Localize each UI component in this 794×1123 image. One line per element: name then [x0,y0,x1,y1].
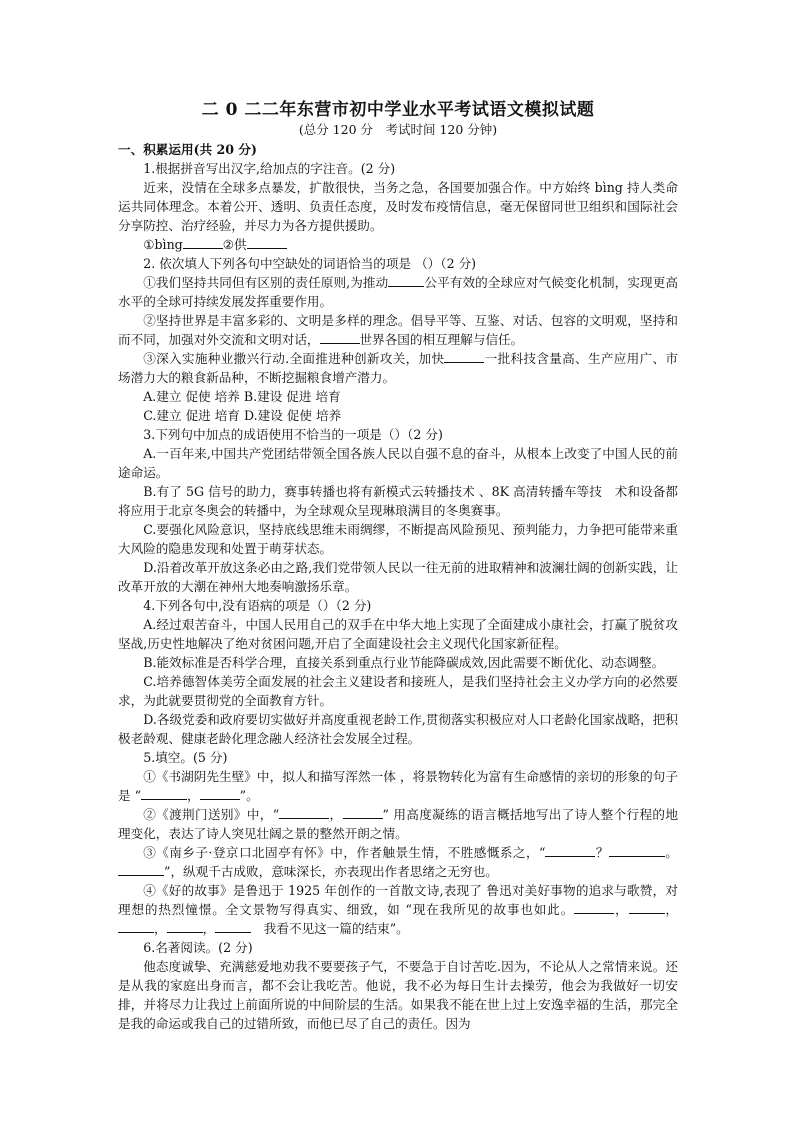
q2-s3-blank[interactable] [444,349,484,363]
q2-s2-end: 世界各国的相互理解与信任。 [359,332,524,347]
q4-option-a: A.经过艰苦奋斗，中国人民用自己的双手在中华大地上实现了全面建成小康社会，打赢了脱贫攻坚战,历史性地解决了绝对贫困问题,开启了全面建设社会主义现代化国家新征程。 [118,617,678,651]
q5-l4-comma-1: ， [614,902,629,917]
q4-option-b: B.能效标准是否科学合理，直接关系到重点行业节能降碳成效,因此需要不断优化、动态调整。 [143,655,665,670]
q5-line-2 [118,805,678,843]
q5-l1-end: ”。 [239,788,259,803]
q5-l3-blank-2[interactable] [609,843,665,857]
q5-l4-blank-3[interactable] [118,919,154,933]
q4-option-c: C.培养德智体美劳全面发展的社会主义建设者和接班人，是我们坚持社会主义办学方向的必然要求，为此就要贯彻党的全面教育方针。 [118,674,678,708]
q5-l2-blank-2[interactable] [343,805,383,819]
q2-s1-start: ①我们坚持共同但有区别的责任原则,为推动 [143,275,389,290]
section-heading: 一、积累运用(共 20 分) [118,142,257,157]
q5-line-1 [118,767,678,805]
q2-s2-blank[interactable] [320,330,360,344]
q1-bing-label: ①bìng [143,237,183,252]
q1-gong-blank[interactable] [247,235,287,249]
q1-answer-line [118,235,678,254]
q2-s3-end: 一批科技含量高、生产应用广、市场潜力大的粮食新品种，不断挖掘粮食增产潜力。 [118,351,679,385]
q2-options-cd: C.建立 促进 培育 D.建设 促使 培养 [143,408,342,423]
q5-l3-text: ③《南乡子·登京口北固亭有怀》中，作者触景生情，不胜感慨系之，“ [143,845,546,860]
q5-l1-blank-2[interactable] [200,786,240,800]
q5-l3-blank-1[interactable] [545,843,595,857]
page-subtitle: (总分 120 分 考试时间 120 分钟) [298,122,498,137]
page-title: 二 0 二二年东营市初中学业水平考试语文模拟试题 [201,100,595,120]
q3-option-b: B.有了 5G 信号的助力，赛事转播也将有新模式云转播技术 、8K 高清转播车等技 术和设备都将应用于北京冬奥会的转播中，为全球观众呈现琳琅满目的冬奥赛事。 [118,484,678,518]
q5-l3-question: ？ [595,845,609,860]
q3-option-d: D.沿着改革开放这条必由之路,我们党带领人民以一往无前的进取精神和波澜壮阔的创新实践，让改革开放的大潮在神州大地奏响激扬乐章。 [118,560,678,594]
q5-line-3 [118,843,678,881]
q2-sentence-3 [118,349,678,387]
q5-l4-comma-2: ， [664,902,679,917]
q4-option-d: D.各级党委和政府要切实做好并高度重视老龄工作,贯彻落实积极应对人口老龄化国家战略，把积极老龄观、健康老龄化理念融人经济社会发展全过程。 [118,712,678,746]
q5-l4-comma-3: ， [154,921,167,936]
q5-l4-blank-1[interactable] [574,900,614,914]
q3-option-c: C.要强化风险意识，坚持底线思维未雨绸缪，不断提高风险预见、预判能力，力争把可能带来重大风险的隐患发现和处置于萌芽状态。 [118,522,678,556]
q5-l1-blank-1[interactable] [141,786,187,800]
q1-gong-label: ②供 [222,237,247,252]
q5-l3-end: ”，纵观千古成败，意味深长，亦表现出作者思绪之无穷也。 [164,864,498,879]
q3-stem: 3.下列句中加点的成语使用不恰当的一项是（）（2 分) [143,427,443,442]
q2-s3-start: ③深入实施种业撒兴行动.全面推进种创新攻关，加快 [143,351,445,366]
q5-stem: 5.填空。(5 分) [143,750,228,765]
q5-l4-blank-2[interactable] [629,900,665,914]
q1-passage: 近来，没情在全球多点暴发，扩散很快，当务之急，各国要加强合作。中方始终 bìng 持人类命运共同体理念。本着公开、透明、负责任态度，及时发布疫情信息，毫无保留同世卫组织和国际社会分享防控、治疗经验，并尽力为各方提供援助。 [118,180,678,233]
q2-s1-blank[interactable] [388,273,424,287]
q5-l3-blank-3[interactable] [118,862,164,876]
q2-options-ab: A.建立 促使 培养 B.建设 促进 培育 [143,389,341,404]
q5-l3-period: 。 [664,845,678,860]
q6-passage: 他态度诚挚、充满慈爱地劝我不要要孩子气，不要急于自讨苦吃.因为，不论从人之常情来说。还是从我的家庭出身而言，都不会让我吃苦。他说，我不必为每日生计去操劳，他会为我做好一切安排，并将尽力让我过上前面所说的中间阶层的生活。如果我不能在世上过上安逸幸福的生活，那完全是我的命运或我自己的过错所致，而他已尽了自己的责任。因为 [118,959,678,1031]
q1-stem: 1.根据拼音写出汉字,给加点的字注音。(2 分) [143,161,396,176]
q5-l1-text: ①《书湖阴先生壁》中，拟人和描写浑然一体 ，将景物转化为富有生命感情的亲切的形象的句子是 “ [118,769,678,803]
q2-sentence-1 [118,273,678,311]
q5-l4-blank-4[interactable] [167,919,203,933]
q5-l2-text: ②《渡荆门送别》中，“ [143,807,280,822]
q2-stem: 2. 依次填人下列各句中空缺处的词语恰当的项是 （）（2 分) [143,256,477,271]
q2-s2-start: ②坚持世界是丰富多彩的、文明是多样的理念。倡导平等、互鉴、对话、包容的文明观，坚持和而不同，加强对外交流和文明对话， [118,313,678,347]
q5-l1-comma: ， [187,788,200,803]
q2-s1-end: 公平有效的全球应对气候变化机制，实现更高水平的全球可持续发展发挥重要作用。 [118,275,678,309]
q5-l2-end: ” 用高度凝练的语言概括地写出了诗人整个行程的地理变化，表达了诗人突见壮阔之景的整然开朗之情。 [118,807,678,841]
q2-sentence-2 [118,311,678,349]
q1-bing-blank[interactable] [183,235,223,249]
q5-l4-text: ④《好的故事》是鲁迅于 1925 年创作的一首散文诗,表现了 鲁迅对美好事物的追求与歌赞，对理想的热烈憧憬。全文景物写得真实、细致，如 “现在我所见的故事也如此。 [118,883,678,917]
q5-l4-end: 我看不见这一篇的结束”。 [251,921,409,936]
q5-l4-comma-4: ， [202,921,216,936]
q5-l2-blank-1[interactable] [279,805,329,819]
q5-l2-comma: ， [329,807,343,822]
q4-stem: 4.下列各句中,没有语病的项是（）（2 分) [143,598,372,613]
page-content [118,99,678,1033]
q3-option-a: A.一百年来,中国共产党团结带领全国各族人民以自强不息的奋斗，从根本上改变了中国人民的前途命运。 [118,446,678,480]
q5-line-4 [118,881,678,938]
q5-l4-blank-5[interactable] [215,919,251,933]
q6-stem: 6.名著阅读。(2 分) [143,940,253,955]
